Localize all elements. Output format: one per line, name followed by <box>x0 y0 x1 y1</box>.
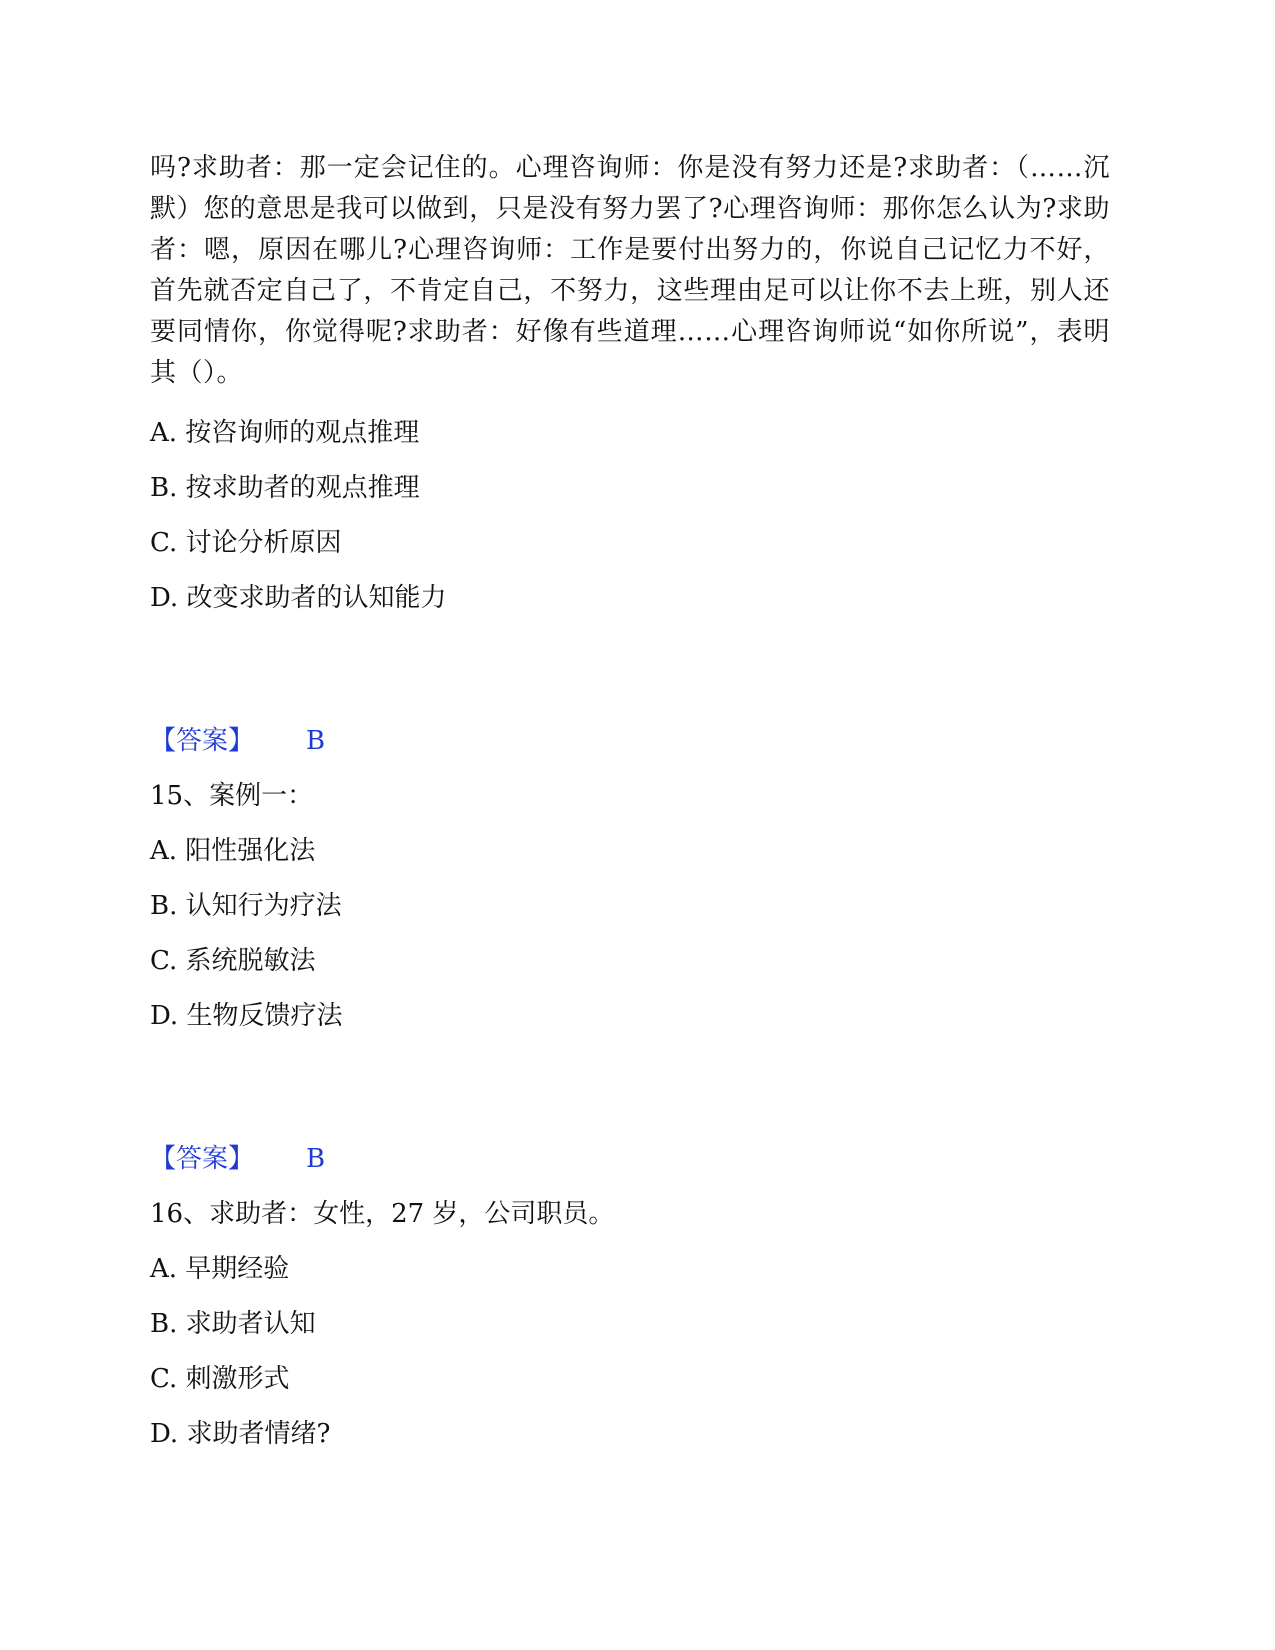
question-14-stem: 吗?求助者：那一定会记住的。心理咨询师：你是没有努力还是?求助者：（……沉默）您的意思是我可以做到，只是没有努力罢了?心理咨询师：那你怎么认为?求助者：嗯，原因在哪儿?心理咨询师：工作是要付出努力的，你说自己记忆力不好，首先就否定自己了，不肯定自己，不努力，这些理由足可以让你不去上班，别人还要同情你，你觉得呢?求助者：好像有些道理……心理咨询师说“如你所说”，表明其（）。 <box>150 153 1110 388</box>
question-14-answer <box>150 724 1110 758</box>
question-14-option-c: C. 讨论分析原因 <box>150 528 342 558</box>
question-15-option-d: D. 生物反馈疗法 <box>150 1001 343 1031</box>
answer-label: 【答案】 <box>150 726 255 756</box>
question-16-option-c: C. 刺激形式 <box>150 1364 290 1394</box>
question-14-option-d: D. 改变求助者的认知能力 <box>150 583 447 613</box>
question-14-option-b: B. 按求助者的观点推理 <box>150 473 420 503</box>
question-16-option-b: B. 求助者认知 <box>150 1309 316 1339</box>
answer-value: B <box>306 1144 326 1174</box>
question-16-option-d: D. 求助者情绪? <box>150 1419 331 1449</box>
question-15-stem: 15、案例一： <box>150 781 314 811</box>
document-page <box>150 148 1110 1451</box>
question-15-option-a: A. 阳性强化法 <box>150 836 316 866</box>
question-15-answer <box>150 1142 1110 1176</box>
answer-value: B <box>306 726 326 756</box>
answer-label: 【答案】 <box>150 1144 255 1174</box>
question-15-option-b: B. 认知行为疗法 <box>150 891 342 921</box>
question-15-option-c: C. 系统脱敏法 <box>150 946 316 976</box>
question-16-option-a: A. 早期经验 <box>150 1254 290 1284</box>
question-16-stem: 16、求助者：女性，27 岁，公司职员。 <box>150 1199 615 1229</box>
question-14-option-a: A. 按咨询师的观点推理 <box>150 418 420 448</box>
